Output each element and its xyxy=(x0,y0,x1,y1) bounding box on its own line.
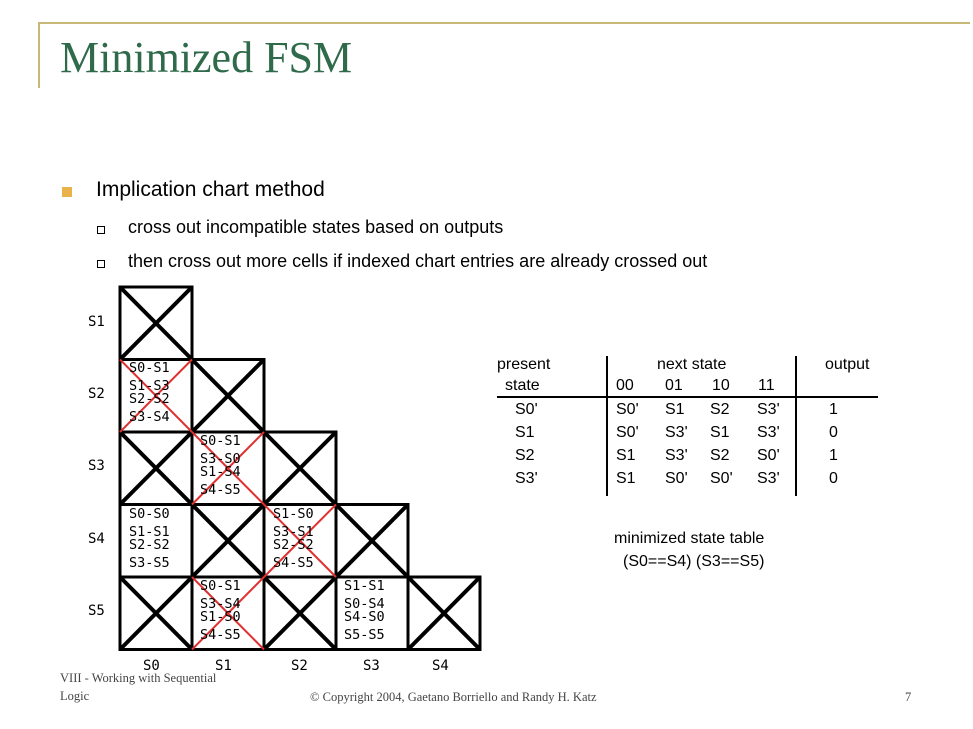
table-next-state: S0' xyxy=(665,470,688,487)
table-output: 0 xyxy=(829,470,838,487)
table-present-state: S1 xyxy=(515,424,535,441)
chart-cell-s3-s1: S0-S1 S3-S0 S1-S4 S4-S5 xyxy=(200,433,241,498)
table-next-state: S0' xyxy=(616,424,639,441)
footer-course-title-2: Logic xyxy=(60,689,90,703)
chart-cell-s4-s2: S1-S0 S3-S1 S2-S2 S4-S5 xyxy=(273,506,314,571)
table-input-01: 01 xyxy=(665,377,683,394)
bullet-text: Implication chart method xyxy=(96,178,325,201)
row-label-s2: S2 xyxy=(88,386,105,402)
row-label-s5: S5 xyxy=(88,603,105,619)
col-label-s4: S4 xyxy=(432,658,449,674)
table-next-state: S0' xyxy=(710,470,733,487)
table-present-state: S0' xyxy=(515,401,538,418)
table-next-state: S3' xyxy=(757,401,780,418)
row-label-s3: S3 xyxy=(88,458,105,474)
sub-bullet-1: cross out incompatible states based on outputs xyxy=(128,217,504,237)
col-label-s0: S0 xyxy=(143,658,160,674)
table-next-state: S0' xyxy=(757,447,780,464)
table-next-state: S2 xyxy=(710,401,730,418)
row-label-s1: S1 xyxy=(88,314,105,330)
table-input-11: 11 xyxy=(758,377,775,394)
table-next-state: S3' xyxy=(665,447,688,464)
table-next-state: S2 xyxy=(710,447,730,464)
col-label-s2: S2 xyxy=(291,658,308,674)
row-label-s4: S4 xyxy=(88,531,105,547)
table-next-state: S3' xyxy=(757,424,780,441)
table-output: 1 xyxy=(829,401,838,418)
footer-course-title: VIII - Working with Sequential xyxy=(60,671,217,685)
table-output: 1 xyxy=(829,447,838,464)
table-next-state: S0' xyxy=(616,401,639,418)
table-header-present: present xyxy=(497,356,551,373)
table-next-state: S1 xyxy=(665,401,685,418)
footer-copyright: © Copyright 2004, Gaetano Borriello and Randy H. Katz xyxy=(310,690,597,704)
table-caption-equivalences: (S0==S4) (S3==S5) xyxy=(623,553,765,570)
chart-cell-s5-s1: S0-S1 S3-S4 S1-S0 S4-S5 xyxy=(200,578,241,643)
table-header-output: output xyxy=(825,356,870,373)
footer-page-number: 7 xyxy=(905,690,912,704)
table-input-10: 10 xyxy=(712,377,730,394)
table-next-state: S1 xyxy=(710,424,730,441)
chart-cell-s2-s0: S0-S1 S1-S3 S2-S2 S3-S4 xyxy=(129,360,170,425)
chart-cell-s4-s0: S0-S0 S1-S1 S2-S2 S3-S5 xyxy=(129,506,170,571)
table-header-next-state: next state xyxy=(657,356,727,373)
table-header-state: state xyxy=(505,377,540,394)
table-next-state: S1 xyxy=(616,470,636,487)
table-present-state: S2 xyxy=(515,447,535,464)
table-next-state: S3' xyxy=(757,470,780,487)
table-present-state: S3' xyxy=(515,470,538,487)
slide-title: Minimized FSM xyxy=(60,33,353,82)
table-caption: minimized state table xyxy=(614,530,765,547)
table-input-00: 00 xyxy=(616,377,634,394)
table-next-state: S3' xyxy=(665,424,688,441)
chart-cell-s5-s3: S1-S1 S0-S4 S4-S0 S5-S5 xyxy=(344,578,385,643)
sub-bullet-2: then cross out more cells if indexed chart entries are already crossed out xyxy=(128,251,708,271)
table-next-state: S1 xyxy=(616,447,636,464)
table-output: 0 xyxy=(829,424,838,441)
col-label-s1: S1 xyxy=(215,658,232,674)
col-label-s3: S3 xyxy=(363,658,380,674)
